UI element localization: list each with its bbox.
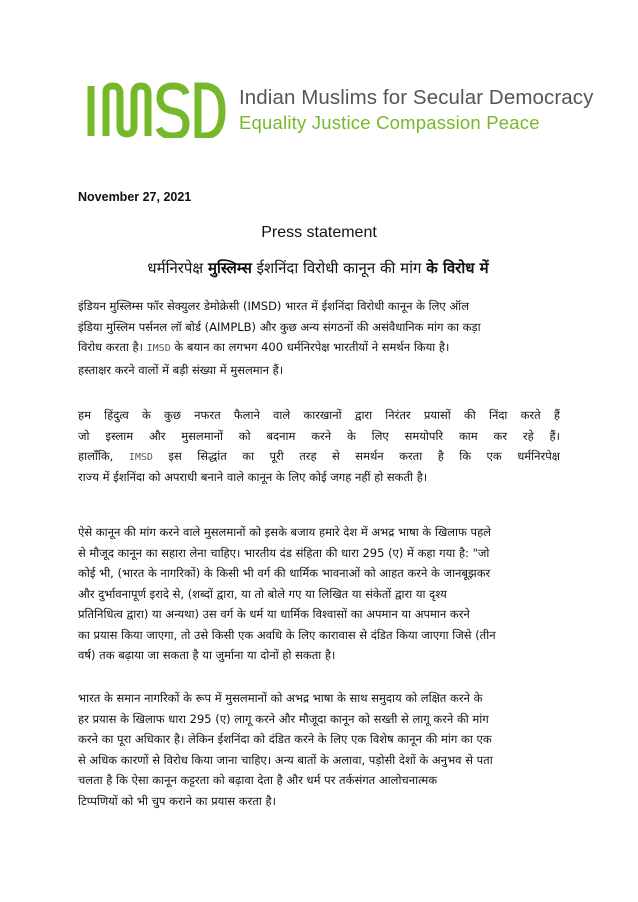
paragraph-1 bbox=[78, 296, 560, 380]
paragraph-text: विरोध करता है। bbox=[78, 340, 143, 354]
org-abbreviation: IMSD bbox=[146, 343, 171, 354]
headline bbox=[78, 258, 558, 278]
paragraph-line: इंडिया मुस्लिम पर्सनल लॉ बोर्ड (AIMPLB) और कुछ अन्य संगठनों की असंवैधानिक मांग का कड़ा bbox=[78, 319, 481, 334]
paragraph-2 bbox=[78, 405, 560, 487]
paragraph-line: ऐसे कानून की मांग करने वाले मुसलमानों को इसके बजाय हमारे देश में अभद्र भाषा के खिलाफ पहले bbox=[78, 525, 491, 539]
paragraph-text: हालाँकि, bbox=[78, 449, 114, 463]
paragraph-line: हम हिंदुत्व के कुछ नफरत फैलाने वाले कारखानों द्वारा निरंतर प्रयासों की निंदा करते हैं bbox=[78, 408, 560, 422]
paragraph-line bbox=[78, 337, 560, 360]
paragraph-line: से मौजूद कानून का सहारा लेना चाहिए। भारतीय दंड संहिता की धारा 295 (ए) में कहा गया है: "जो bbox=[78, 545, 490, 560]
paragraph-3 bbox=[78, 522, 560, 666]
paragraph-line: वर्ष) तक बढ़ाया जा सकता है या जुर्माना या दोनों हो सकता है। bbox=[78, 648, 336, 662]
paragraph-line: प्रतिनिधित्व द्वारा) या अन्यथा) उस वर्ग के धर्म या धार्मिक विश्वासों का अपमान या अपमान करने bbox=[78, 607, 470, 621]
paragraph-4 bbox=[78, 688, 560, 811]
paragraph-line: चलता है कि ऐसा कानून कट्टरता को बढ़ावा देता है और धर्म पर तर्कसंगत आलोचनात्मक bbox=[78, 773, 438, 787]
headline-part-4: के विरोध में bbox=[426, 259, 489, 277]
paragraph-line: राज्य में ईशनिंदा को अपराधी बनाने वाले कानून के लिए कोई जगह नहीं हो सकती है। bbox=[78, 469, 428, 484]
headline-part-1: धर्मनिरपेक्ष bbox=[147, 259, 208, 277]
org-name: Indian Muslims for Secular Democracy bbox=[239, 86, 594, 109]
paragraph-line: टिप्पणियों को भी चुप कराने का प्रयास करता है। bbox=[78, 793, 276, 808]
paragraph-line: हर प्रयास के खिलाफ धारा 295 (ए) लागू करने और मौजूदा कानून को सख्ती से लागू करने की मांग bbox=[78, 711, 489, 726]
paragraph-line: कोई भी, (भारत के नागरिकों) के किसी भी वर्ग की धार्मिक भावनाओं को आहत करने के जानबूझकर bbox=[78, 566, 491, 580]
paragraph-text: के बयान का लगभग 400 धर्मनिरपेक्ष भारतीयों ने समर्थन किया है। bbox=[174, 340, 450, 354]
paragraph-line: का प्रयास किया जाएगा, तो उसे किसी एक अवधि के लिए कारावास से दंडित किया जाएगा जिसे (तीन bbox=[78, 627, 496, 642]
document-type: Press statement bbox=[261, 224, 377, 241]
org-abbreviation: IMSD bbox=[128, 452, 153, 463]
paragraph-line: और दुर्भावनापूर्ण इरादे से, (शब्दों द्वारा, या तो बोले गए या लिखित या संकेतों द्वारा या दृश्य bbox=[78, 586, 447, 601]
paragraph-line: इंडियन मुस्लिम्स फॉर सेक्युलर डेमोक्रेसी (IMSD) भारत में ईशनिंदा विरोधी कानून के लिए ऑल bbox=[78, 299, 469, 313]
paragraph-line: भारत के समान नागरिकों के रूप में मुसलमानों को अभद्र भाषा के साथ समुदाय को लक्षित करने के bbox=[78, 691, 483, 705]
paragraph-line: से अधिक कारणों से विरोध किया जाना चाहिए। अन्य बातों के अलावा, पड़ोसी देशों के अनुभव से पता bbox=[78, 752, 493, 767]
org-tagline: Equality Justice Compassion Peace bbox=[239, 112, 540, 133]
headline-part-3: ईशनिंदा विरोधी कानून की मांग bbox=[251, 259, 427, 277]
statement-date: November 27, 2021 bbox=[78, 190, 192, 204]
paragraph-line: करने का पूरा अधिकार है। लेकिन ईशनिंदा को दंडित करने के लिए एक विशेष कानून की मांग का एक bbox=[78, 732, 492, 746]
paragraph-line: हस्ताक्षर करने वालों में बड़ी संख्या में मुसलमान हैं। bbox=[78, 362, 284, 377]
paragraph-line bbox=[78, 446, 560, 467]
paragraph-text: इस सिद्धांत का पूरी तरह से समर्थन करता है कि एक धर्मनिरपेक्ष bbox=[168, 449, 560, 463]
paragraph-line: जो इस्लाम और मुसलमानों को बदनाम करने के लिए समयोपरि काम कर रहे हैं। bbox=[78, 428, 560, 443]
imsd-logo-icon bbox=[86, 82, 226, 138]
headline-part-2: मुस्लिम्स bbox=[207, 259, 252, 277]
org-logo bbox=[86, 82, 594, 142]
